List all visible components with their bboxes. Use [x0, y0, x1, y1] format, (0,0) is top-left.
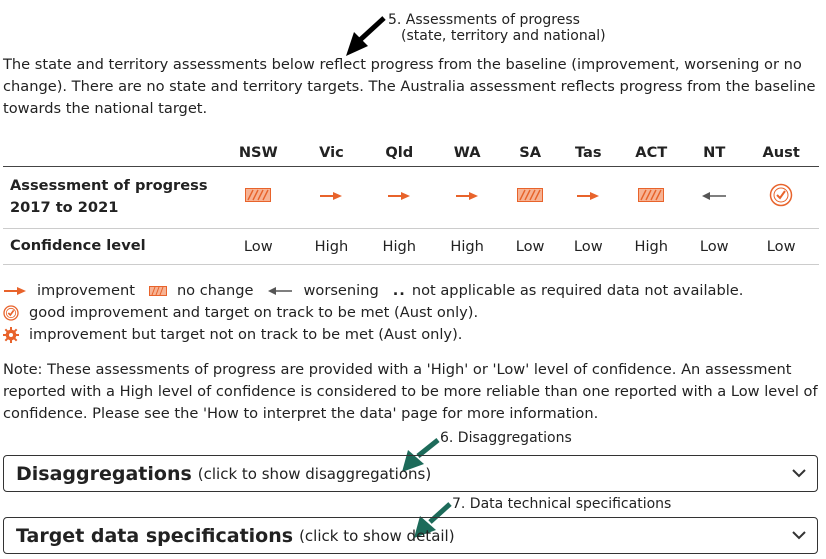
confidence-cell: High: [298, 228, 366, 264]
confidence-cell: High: [617, 228, 685, 264]
confidence-cell: Low: [743, 228, 819, 264]
legend-on-track: [3, 302, 478, 324]
worsening-arrow-icon: [267, 285, 298, 297]
confidence-cell: Low: [559, 228, 617, 264]
assessment-label-line1: Assessment of progress: [10, 177, 208, 194]
legend-not-on-track: [3, 324, 462, 346]
not-applicable-symbol: ..: [392, 282, 406, 299]
disaggregations-accordion[interactable]: [3, 455, 818, 492]
annotation-data-technical-specifications: 7. Data technical specifications: [452, 496, 672, 512]
no-change-icon: [149, 286, 172, 296]
legend-not-applicable: [393, 280, 744, 302]
chevron-down-icon[interactable]: [791, 529, 807, 541]
assessment-cell: [617, 166, 685, 228]
improvement-arrow-icon: [3, 285, 32, 297]
no-change-icon: [517, 188, 543, 202]
target-data-specifications-accordion-title: Target data specifications: [16, 524, 294, 547]
column-header: Tas: [559, 139, 617, 166]
table-header-row: [3, 139, 819, 166]
legend-line-1: [3, 280, 821, 302]
annotation-assessments-of-progress: [388, 12, 606, 44]
disaggregations-accordion-title: Disaggregations: [16, 462, 192, 485]
column-header: Qld: [365, 139, 433, 166]
confidence-cell: Low: [685, 228, 743, 264]
annotation-5-line1: 5. Assessments of progress: [388, 12, 580, 28]
column-header: NT: [685, 139, 743, 166]
not-on-track-icon: [3, 327, 24, 343]
legend-not-on-track-label: improvement but target not on track to be met (Aust only).: [29, 326, 463, 343]
table-row-assessment: [3, 166, 819, 228]
column-header: SA: [501, 139, 559, 166]
assessment-cell: [433, 166, 501, 228]
legend-worsening-label: worsening: [303, 282, 379, 299]
assessment-row-label: [3, 166, 219, 228]
intro-text: The state and territory assessments below reflect progress from the baseline (improvement, worsening or no change). There are no state and territory targets. The Australia assessment reflects progress from the baseline towards the national target.: [3, 56, 816, 117]
target-data-specifications-accordion-hint: (click to show detail): [299, 526, 455, 545]
legend: [3, 280, 821, 346]
assessment-label-line2: 2017 to 2021: [10, 199, 119, 216]
disaggregations-accordion-hint: (click to show disaggregations): [197, 464, 432, 483]
assessment-cell: [743, 166, 819, 228]
assessment-cell: [685, 166, 743, 228]
legend-not-applicable-label: not applicable as required data not available.: [411, 282, 744, 299]
no-change-icon: [245, 188, 271, 202]
assessment-cell: [559, 166, 617, 228]
legend-line-3: [3, 324, 821, 346]
column-header: Aust: [743, 139, 819, 166]
assessment-cell: [365, 166, 433, 228]
assessment-table: [3, 139, 819, 265]
confidence-cell: High: [365, 228, 433, 264]
assessment-cell: [219, 166, 298, 228]
chevron-down-icon[interactable]: [791, 467, 807, 479]
column-header: Vic: [298, 139, 366, 166]
legend-no-change: [149, 280, 254, 302]
legend-worsening: [267, 280, 378, 302]
annotation-disaggregations: 6. Disaggregations: [440, 430, 572, 446]
column-header: NSW: [219, 139, 298, 166]
improvement-arrow-icon: [319, 190, 343, 202]
table-row-confidence: [3, 228, 819, 264]
legend-on-track-label: good improvement and target on track to be met (Aust only).: [29, 304, 479, 321]
improvement-arrow-icon: [576, 190, 600, 202]
column-header: ACT: [617, 139, 685, 166]
legend-improvement: [3, 280, 135, 302]
improvement-arrow-icon: [455, 190, 479, 202]
legend-line-2: [3, 302, 821, 324]
assessment-cell: [501, 166, 559, 228]
confidence-note: Note: These assessments of progress are provided with a 'High' or 'Low' level of confidence. An assessment reported with a High level of confidence is considered to be more reliable than one reported with a Low level of confidence. Please see the 'How to interpret the data' page for more information.: [3, 361, 818, 422]
improvement-arrow-icon: [387, 190, 411, 202]
no-change-icon: [638, 188, 664, 202]
worsening-arrow-icon: [701, 190, 727, 202]
annotation-5-line2: (state, territory and national): [401, 28, 606, 44]
on-track-icon: [769, 183, 793, 207]
target-data-specifications-accordion[interactable]: [3, 517, 818, 554]
column-header: WA: [433, 139, 501, 166]
on-track-icon: [3, 305, 24, 321]
confidence-row-label: Confidence level: [3, 228, 219, 264]
confidence-cell: Low: [219, 228, 298, 264]
legend-improvement-label: improvement: [37, 282, 135, 299]
confidence-cell: High: [433, 228, 501, 264]
assessment-cell: [298, 166, 366, 228]
confidence-cell: Low: [501, 228, 559, 264]
legend-no-change-label: no change: [176, 282, 254, 299]
table-header-empty: [3, 139, 219, 166]
